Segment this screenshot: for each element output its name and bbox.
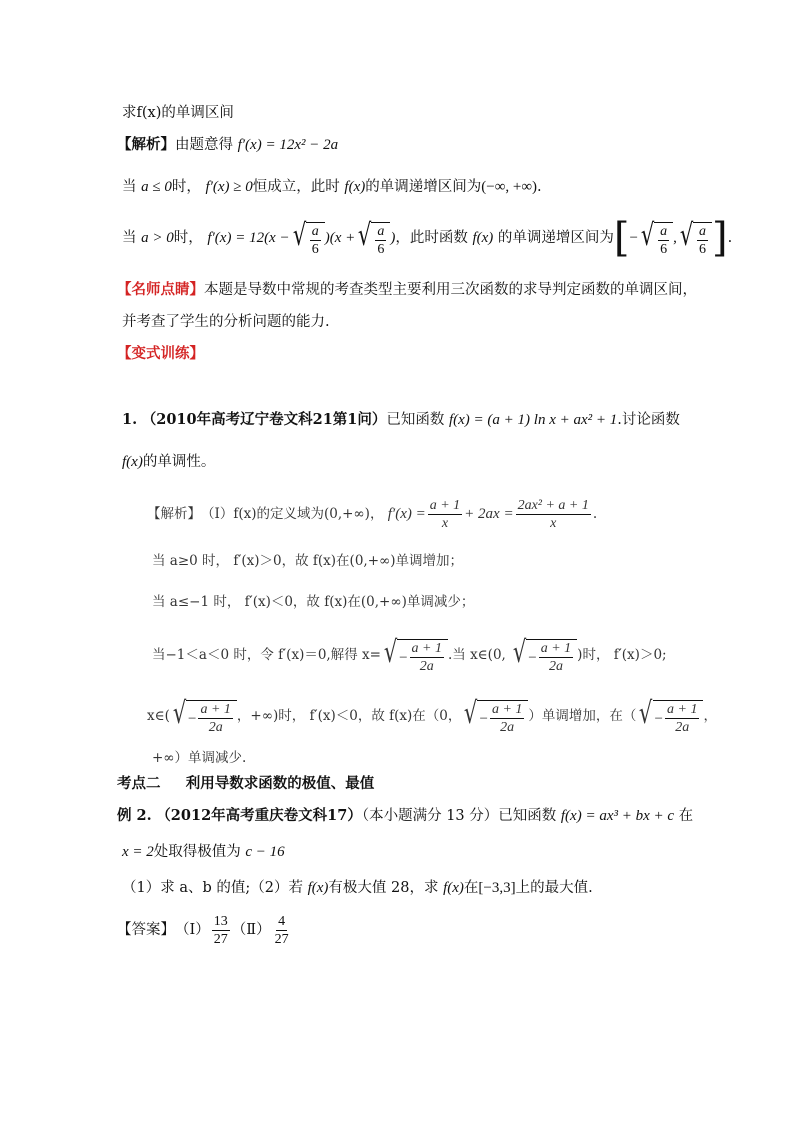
- sqrt-neg-a1-over-2a: √ − $\frac{a + 1}{2a}$: [170, 696, 237, 736]
- q1-solution-line-5: [147, 694, 717, 738]
- case-nonpositive-line: [122, 177, 542, 197]
- answer-fraction-2: $\frac{4}{27}$: [274, 913, 289, 947]
- q1-solution-line-2: 当 a≥0 时， f′(x)＞0，故 f(x)在(0,+∞)单调增加；: [152, 553, 464, 569]
- question-text-3: 的单调性。: [142, 454, 216, 470]
- case-fx: f(x): [472, 230, 494, 246]
- case-inequality: f′(x) ≥ 0: [205, 179, 253, 195]
- solution-label: 【解析】: [117, 136, 175, 153]
- q1-solution-line-3: 当 a≤−1 时， f′(x)＜0，故 f(x)在(0,+∞)单调减少；: [152, 594, 475, 610]
- case-text-3: 的单调递增区间为: [365, 179, 482, 195]
- answer-part-1: （Ⅰ）: [175, 922, 210, 938]
- comment-label: 【名师点睛】: [117, 281, 204, 298]
- case-prefix: 当: [122, 179, 137, 195]
- case-interval: (−∞, +∞): [481, 179, 538, 195]
- case-text-2: ，此时函数: [395, 230, 468, 246]
- q1-solution-line-6: +∞）单调减少.: [152, 750, 247, 766]
- case-positive-line: [122, 215, 733, 261]
- example-2-line-1: [117, 806, 693, 826]
- topic-heading: [117, 774, 374, 794]
- derivative-middle: )(x +: [324, 230, 356, 246]
- comment-text-1: 本题是导数中常规的考查类型主要利用三次函数的求导判定函数的单调区间，: [204, 282, 697, 298]
- topic-title: 利用导数求函数的极值、最值: [185, 775, 375, 792]
- q1-l4-text-b: .当 x∈(0,: [447, 647, 506, 663]
- case-end: .: [727, 230, 733, 246]
- sqrt-neg-a1-over-2a: √ − $\frac{a + 1}{2a}$: [510, 635, 577, 675]
- case-text-2: 恒成立，此时: [252, 179, 340, 195]
- example-source: （2012年高考重庆卷文科17）: [156, 807, 362, 824]
- q1-solution-line-1: [147, 492, 597, 536]
- example-text-3: 处取得极值为: [153, 844, 241, 860]
- derivative-formula: f′(x) = 12x² − 2a: [237, 137, 339, 153]
- derivative-factored: f′(x) = 12(x −: [207, 230, 290, 246]
- q1-derivative-mid: + 2ax =: [464, 506, 514, 522]
- solution-text: 由题意得: [175, 137, 233, 153]
- q1-domain-text: （Ⅰ）f(x)的定义域为(0,+∞)，: [201, 506, 384, 522]
- answer-label: 【答案】: [117, 922, 175, 938]
- fraction-a1-over-x: $\frac{a + 1}{x}$: [429, 497, 461, 531]
- example-score: （本小题满分 13 分）: [361, 808, 499, 824]
- question-number: 1.: [122, 411, 138, 428]
- q1-l5-text-c: ）单调增加，在（: [528, 708, 637, 724]
- fraction-combined: $\frac{\text{2ax² + a + 1}}{x}$: [517, 497, 589, 531]
- sqrt-a-over-6: √ $\frac{a}{6}$: [290, 218, 325, 258]
- q1-end: .: [592, 506, 598, 522]
- q-fx: f(x): [307, 880, 329, 896]
- comment-line-2: 并考查了学生的分析问题的能力.: [122, 314, 330, 330]
- derivative-close: ): [390, 230, 396, 246]
- q-range: [−3,3]: [478, 880, 516, 896]
- case-fx: f(x): [344, 179, 366, 195]
- example-2-questions: [122, 878, 593, 898]
- sqrt-neg-a1-over-2a: √ − $\frac{a + 1}{2a}$: [461, 696, 528, 736]
- case-condition: a ≤ 0: [141, 179, 172, 195]
- question-text: 已知函数: [386, 412, 445, 428]
- q1-l5-text-d: ，: [703, 708, 717, 724]
- comment-line-1: [117, 280, 697, 300]
- q1-solution-line-4: [152, 633, 667, 677]
- answer-part-2: （Ⅱ）: [231, 922, 271, 938]
- sqrt-a-over-6: √ $\frac{a}{6}$: [355, 218, 390, 258]
- sqrt-neg-a1-over-2a: √ − $\frac{a + 1}{2a}$: [636, 696, 703, 736]
- q1-derivative-lhs: f′(x) =: [387, 506, 426, 522]
- comma: ,: [673, 230, 677, 246]
- example-formula: f(x) = ax³ + bx + c: [560, 808, 675, 824]
- example-text: 已知函数: [498, 808, 557, 824]
- q-part-3: 在: [463, 880, 479, 896]
- q-part-2: 有极大值 28，求: [328, 880, 439, 896]
- question-text-2: .讨论函数: [617, 412, 680, 428]
- case-text-3: 的单调递增区间为: [497, 230, 614, 246]
- case-prefix: 当: [122, 230, 137, 246]
- topic-label: 考点二: [117, 775, 161, 792]
- case-text-1: 时，: [173, 230, 203, 246]
- bracket-close: ]: [712, 215, 728, 261]
- q-part-1: （1）求 a、b 的值;（2）若: [122, 880, 303, 896]
- sqrt-a-over-6: √ $\frac{a}{6}$: [677, 218, 712, 258]
- question-formula: f(x) = (a + 1) ln x + ax² + 1: [448, 412, 618, 428]
- sqrt-a-over-6: √ $\frac{a}{6}$: [638, 218, 673, 258]
- sqrt-neg-a1-over-2a: √ − $\frac{a + 1}{2a}$: [381, 635, 448, 675]
- practice-label: 【变式训练】: [117, 345, 204, 362]
- question-1-line-1: [122, 410, 680, 430]
- question-fx: f(x): [122, 454, 143, 470]
- q-part-4: 上的最大值.: [515, 880, 593, 896]
- example-x-value: x = 2: [122, 844, 154, 860]
- case-text-1: 时，: [171, 179, 201, 195]
- q1-l5-text-a: x∈(: [147, 708, 170, 724]
- example-extreme-value: c − 16: [245, 844, 285, 860]
- q1-l4-text-a: 当−1＜a＜0 时，令 f′(x)＝0,解得 x=: [152, 647, 381, 663]
- q1-l5-text-b: ，+∞)时， f′(x)＜0，故 f(x)在（0，: [236, 708, 462, 724]
- bracket-open: [: [613, 215, 630, 261]
- answer-line: [117, 908, 293, 952]
- intro-text: 求f(x)的单调区间: [122, 105, 234, 121]
- neg-sign: −: [629, 230, 638, 246]
- case-end: .: [537, 179, 542, 195]
- q-fx-2: f(x): [443, 880, 464, 896]
- example-label: 例 2.: [117, 807, 152, 824]
- answer-fraction-1: $\frac{13}{27}$: [213, 913, 228, 947]
- q1-solution-label: 【解析】: [147, 506, 201, 522]
- example-text-2: 在: [678, 808, 694, 824]
- question-1-line-2: [122, 452, 215, 472]
- solution-line: [117, 135, 338, 155]
- case-condition: a > 0: [141, 230, 174, 246]
- question-source: （2010年高考辽宁卷文科21第1问）: [141, 411, 387, 428]
- q1-l4-text-c: )时， f′(x)＞0;: [577, 647, 667, 663]
- example-2-line-2: [122, 842, 285, 862]
